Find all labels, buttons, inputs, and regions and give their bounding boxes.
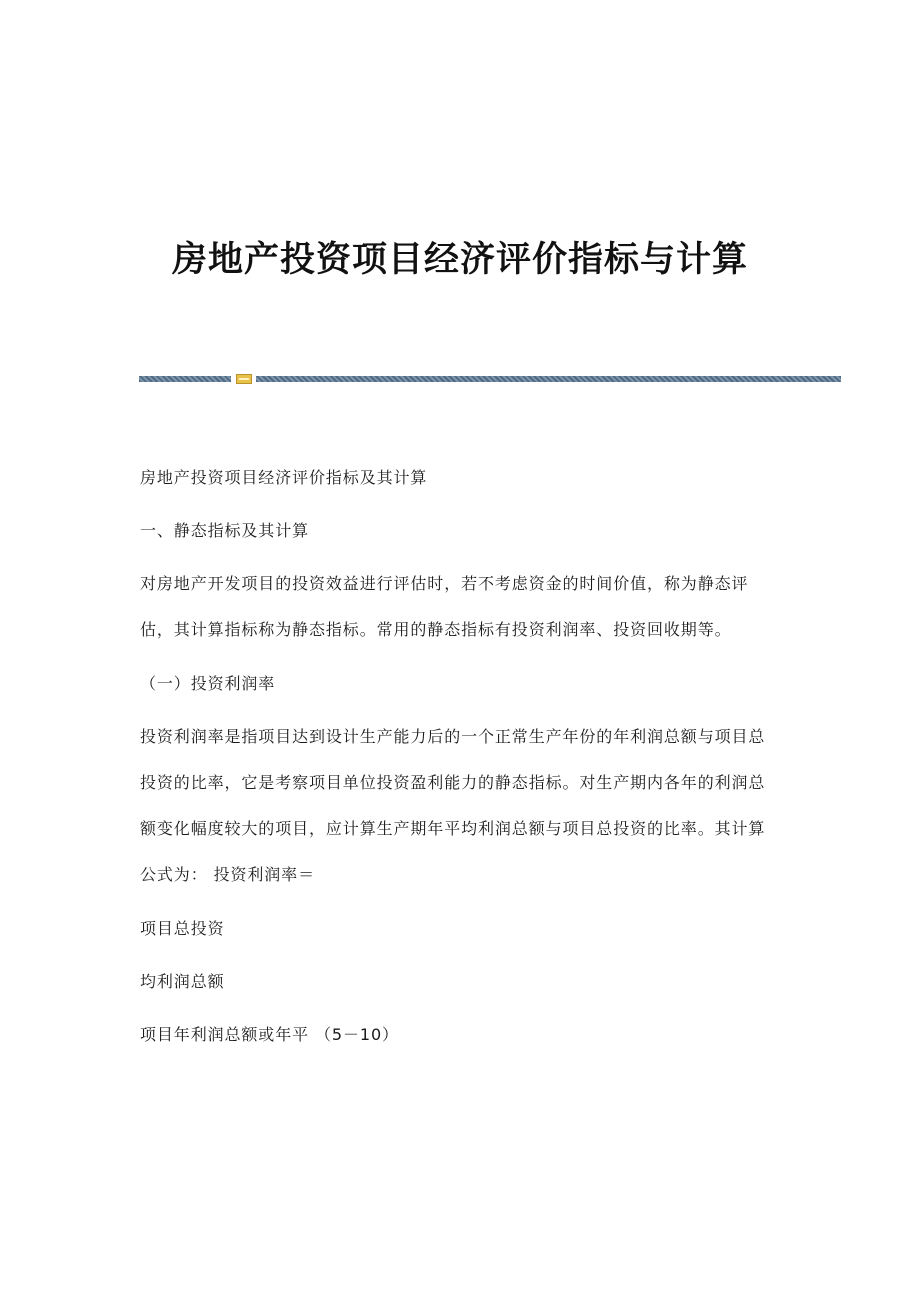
divider-bar-left [139,376,231,382]
subsection-heading: （一）投资利润率 [140,674,276,693]
section-heading: 房地产投资项目经济评价指标及其计算 [140,468,428,487]
formula-line: 项目年利润总额或年平 （5－10） [140,1025,399,1044]
document-title: 房地产投资项目经济评价指标与计算 [171,239,748,281]
divider-bar-right [256,376,841,382]
divider-ornament-icon [236,374,252,384]
subsection-heading: 一、静态指标及其计算 [140,521,310,540]
document-body [140,466,780,1076]
formula-line: 项目总投资 [140,919,225,938]
body-paragraph: 投资利润率是指项目达到设计生产能力后的一个正常生产年份的年利润总额与项目总投资的比率，它是考察项目单位投资盈利能力的静态指标。对生产期内各年的利润总额变化幅度较大的项目，应计算生产期年平均利润总额与项目总投资的比率。其计算公式为： 投资利润率＝ [140,727,766,884]
body-paragraph: 对房地产开发项目的投资效益进行评估时，若不考虑资金的时间价值，称为静态评估，其计算指标称为静态指标。常用的静态指标有投资利润率、投资回收期等。 [140,574,749,639]
formula-line: 均利润总额 [140,972,225,991]
title-divider [139,374,841,384]
